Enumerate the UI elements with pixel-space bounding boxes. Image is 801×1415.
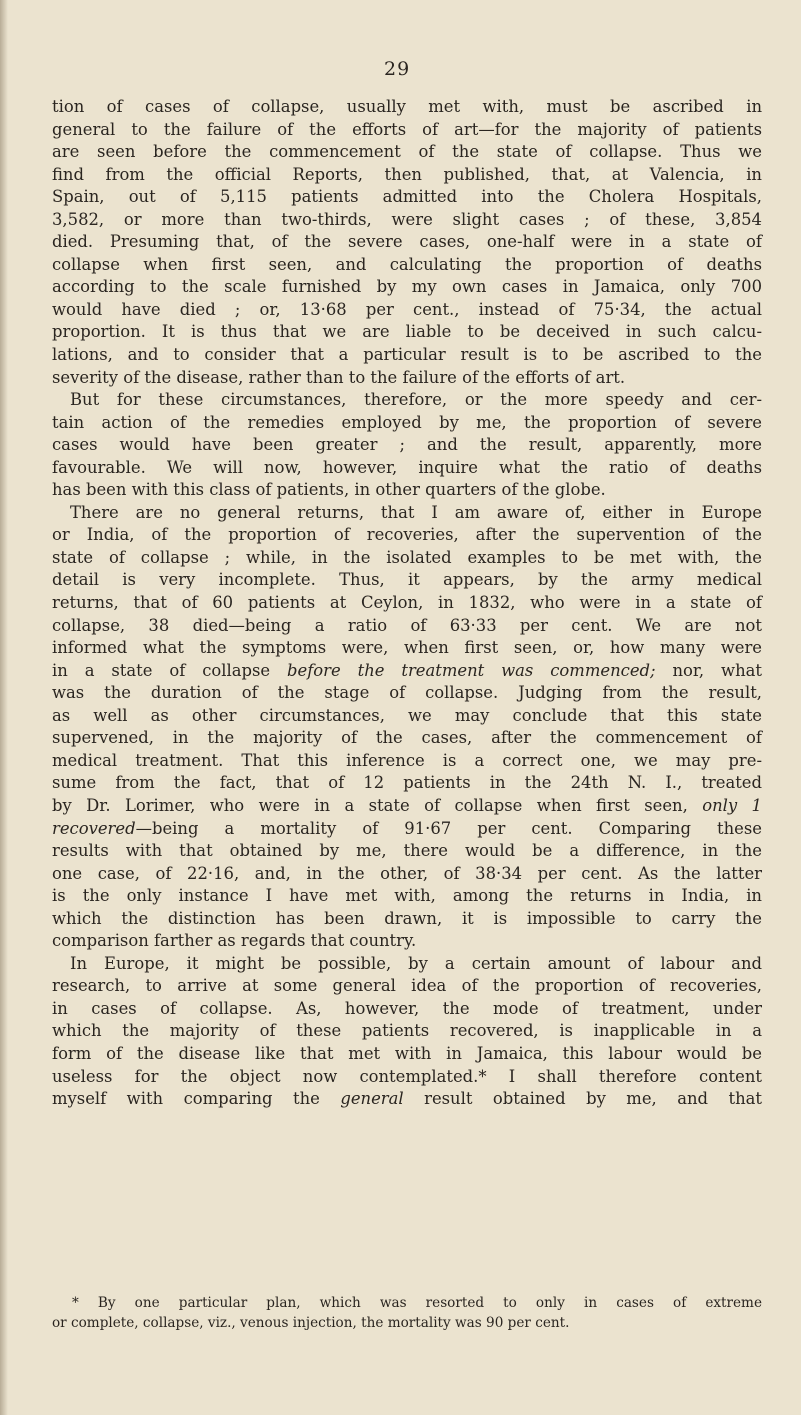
text-line	[52, 1088, 762, 1111]
text-line: There are no general returns, that I am aware of, either in Europe	[70, 502, 762, 522]
text-line: which the majority of these patients recovered, is inapplicable in a	[52, 1021, 762, 1041]
italic-phrase: recovered	[52, 818, 136, 838]
text-line: supervened, in the majority of the cases, after the commencement of	[52, 728, 762, 748]
text-line: But for these circumstances, therefore, or the more speedy and cer-	[70, 390, 762, 410]
text-line	[52, 660, 762, 683]
text-line: according to the scale furnished by my own cases in Jamaica, only 700	[52, 277, 762, 297]
text-run: nor, what	[655, 660, 762, 680]
text-line: results with that obtained by me, there would be a difference, in the	[52, 841, 762, 861]
text-line: died. Presuming that, of the severe cases, one-half were in a state of	[52, 232, 762, 252]
text-line: cases would have been greater ; and the result, apparently, more	[52, 435, 762, 455]
text-line: tion of cases of collapse, usually met with, must be ascribed in	[52, 97, 762, 116]
text-line: informed what the symptoms were, when first seen, or, how many were	[52, 638, 762, 658]
body-text	[52, 96, 762, 1111]
text-run: —being a mortality of 91·67 per cent. Comparing these	[135, 818, 762, 838]
text-line: collapse when first seen, and calculating the proportion of deaths	[52, 254, 762, 274]
text-run: result obtained by me, and that	[403, 1089, 762, 1109]
footnote-line: * By one particular plan, which was resorted to only in cases of extreme	[72, 1295, 762, 1311]
text-line: one case, of 22·16, and, in the other, of 38·34 per cent. As the latter	[52, 863, 762, 883]
footnote-line: or complete, collapse, viz., venous injection, the mortality was 90 per cent.	[52, 1315, 570, 1331]
text-line: find from the official Reports, then published, that, at Valencia, in	[52, 164, 762, 184]
text-line: In Europe, it might be possible, by a certain amount of labour and	[70, 953, 762, 973]
text-run: in a state of collapse	[52, 660, 288, 680]
text-line: would have died ; or, 13·68 per cent., instead of 75·34, the actual	[52, 299, 762, 319]
text-line: lations, and to consider that a particular result is to be ascribed to the	[52, 345, 762, 365]
text-line: comparison farther as regards that country.	[52, 931, 417, 951]
text-run: myself with comparing the	[52, 1089, 341, 1109]
text-line: collapse, 38 died—being a ratio of 63·33 per cent. We are not	[52, 615, 762, 635]
text-line: has been with this class of patients, in other quarters of the globe.	[52, 480, 606, 500]
text-line: is the only instance I have met with, among the returns in India, in	[52, 886, 762, 906]
text-line: detail is very incomplete. Thus, it appears, by the army medical	[52, 570, 762, 590]
text-line: form of the disease like that met with in Jamaica, this labour would be	[52, 1043, 762, 1063]
text-line	[52, 795, 762, 818]
italic-phrase: only 1	[702, 795, 762, 815]
text-line: returns, that of 60 patients at Ceylon, in 1832, who were in a state of	[52, 593, 762, 613]
italic-phrase: before the treatment was commenced;	[287, 660, 656, 680]
text-line: useless for the object now contemplated.* I shall therefore content	[52, 1066, 762, 1086]
text-line: medical treatment. That this inference is a correct one, we may pre-	[52, 750, 762, 770]
text-line: as well as other circumstances, we may conclude that this state	[52, 705, 762, 725]
page-edge-shadow	[0, 0, 8, 1415]
page-number: 29	[384, 58, 411, 80]
text-line: 3,582, or more than two-thirds, were slight cases ; of these, 3,854	[52, 209, 762, 229]
text-line: proportion. It is thus that we are liable to be deceived in such calcu-	[52, 322, 762, 342]
text-line: tain action of the remedies employed by me, the proportion of severe	[52, 412, 762, 432]
text-line: favourable. We will now, however, inquire what the ratio of deaths	[52, 457, 762, 477]
text-line	[52, 818, 762, 841]
footnote	[52, 1293, 762, 1333]
text-run: by Dr. Lorimer, who were in a state of collapse when first seen,	[52, 795, 703, 815]
text-line: sume from the fact, that of 12 patients in the 24th N. I., treated	[52, 773, 762, 793]
text-line: general to the failure of the efforts of art—for the majority of patients	[52, 119, 762, 139]
text-line: which the distinction has been drawn, it is impossible to carry the	[52, 908, 762, 928]
text-line: state of collapse ; while, in the isolated examples to be met with, the	[52, 547, 762, 567]
text-line: severity of the disease, rather than to the failure of the efforts of art.	[52, 367, 626, 387]
text-line: Spain, out of 5,115 patients admitted into the Cholera Hospitals,	[52, 187, 762, 207]
text-line: was the duration of the stage of collapse. Judging from the result,	[52, 683, 762, 703]
text-line: are seen before the commencement of the state of collapse. Thus we	[52, 142, 762, 162]
text-line: research, to arrive at some general idea of the proportion of recoveries,	[52, 976, 762, 996]
text-line: or India, of the proportion of recoveries, after the supervention of the	[52, 525, 762, 545]
italic-phrase: general	[340, 1089, 404, 1109]
text-line: in cases of collapse. As, however, the mode of treatment, under	[52, 998, 762, 1018]
